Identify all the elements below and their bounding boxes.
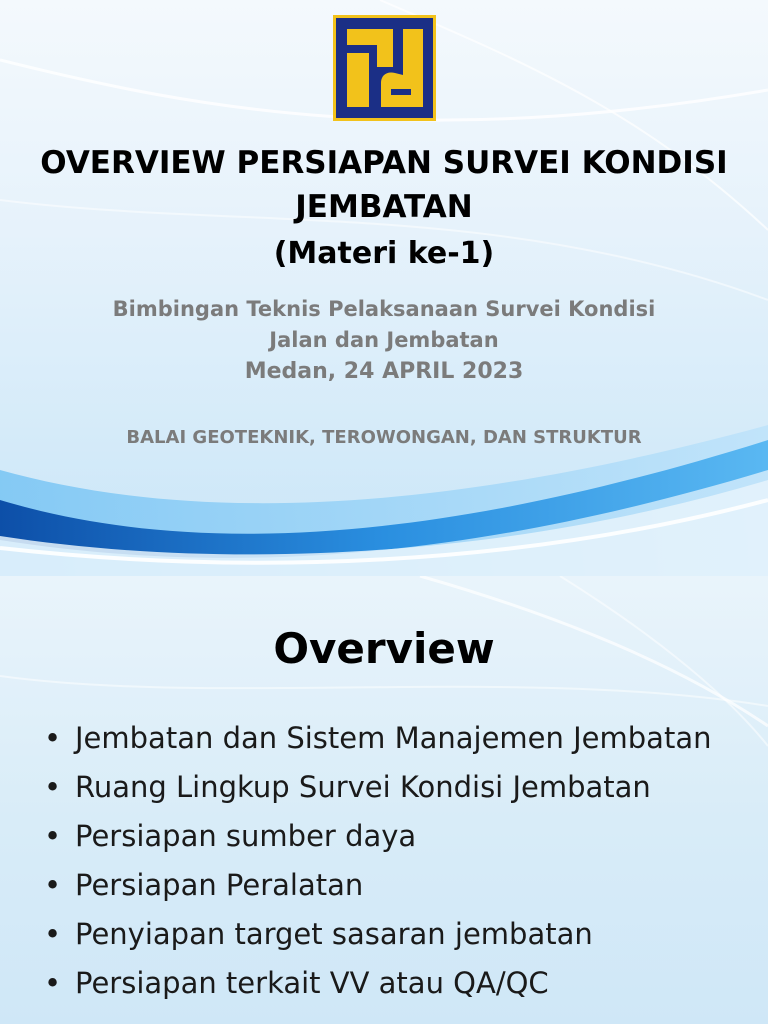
overview-list — [44, 718, 744, 1012]
list-item — [44, 914, 744, 955]
list-item-text: Penyiapan target sasaran jembatan — [75, 917, 593, 951]
slide-heading: Overview — [273, 624, 495, 673]
pu-logo — [333, 15, 436, 121]
bullet-icon: • — [44, 770, 62, 804]
bullet-icon: • — [44, 819, 62, 853]
title-line-3: (Materi ke-1) — [273, 236, 495, 271]
list-item — [44, 816, 744, 857]
title-line-1: OVERVIEW PERSIAPAN SURVEI KONDISI — [40, 145, 728, 181]
list-item-text: Persiapan terkait VV atau QA/QC — [75, 966, 549, 1000]
bullet-icon: • — [44, 721, 62, 755]
list-item-text: Persiapan sumber daya — [75, 819, 417, 853]
list-item-text: Jembatan dan Sistem Manajemen Jembatan — [75, 721, 712, 755]
list-item — [44, 767, 744, 808]
list-item-text: Ruang Lingkup Survei Kondisi Jembatan — [75, 770, 651, 804]
subtitle-date: Medan, 24 APRIL 2023 — [244, 359, 524, 384]
bullet-icon: • — [44, 917, 62, 951]
organization-name: BALAI GEOTEKNIK, TEROWONGAN, DAN STRUKTUR — [126, 427, 642, 448]
bullet-icon: • — [44, 868, 62, 902]
bullet-icon: • — [44, 966, 62, 1000]
list-item — [44, 718, 744, 759]
list-item-text: Persiapan Peralatan — [75, 868, 364, 902]
list-item — [44, 963, 744, 1004]
title-line-2: JEMBATAN — [295, 189, 473, 225]
subtitle-line-1: Bimbingan Teknis Pelaksanaan Survei Kondisi — [112, 297, 656, 321]
list-item — [44, 865, 744, 906]
overview-slide — [0, 576, 768, 1024]
subtitle-line-2: Jalan dan Jembatan — [269, 328, 499, 352]
